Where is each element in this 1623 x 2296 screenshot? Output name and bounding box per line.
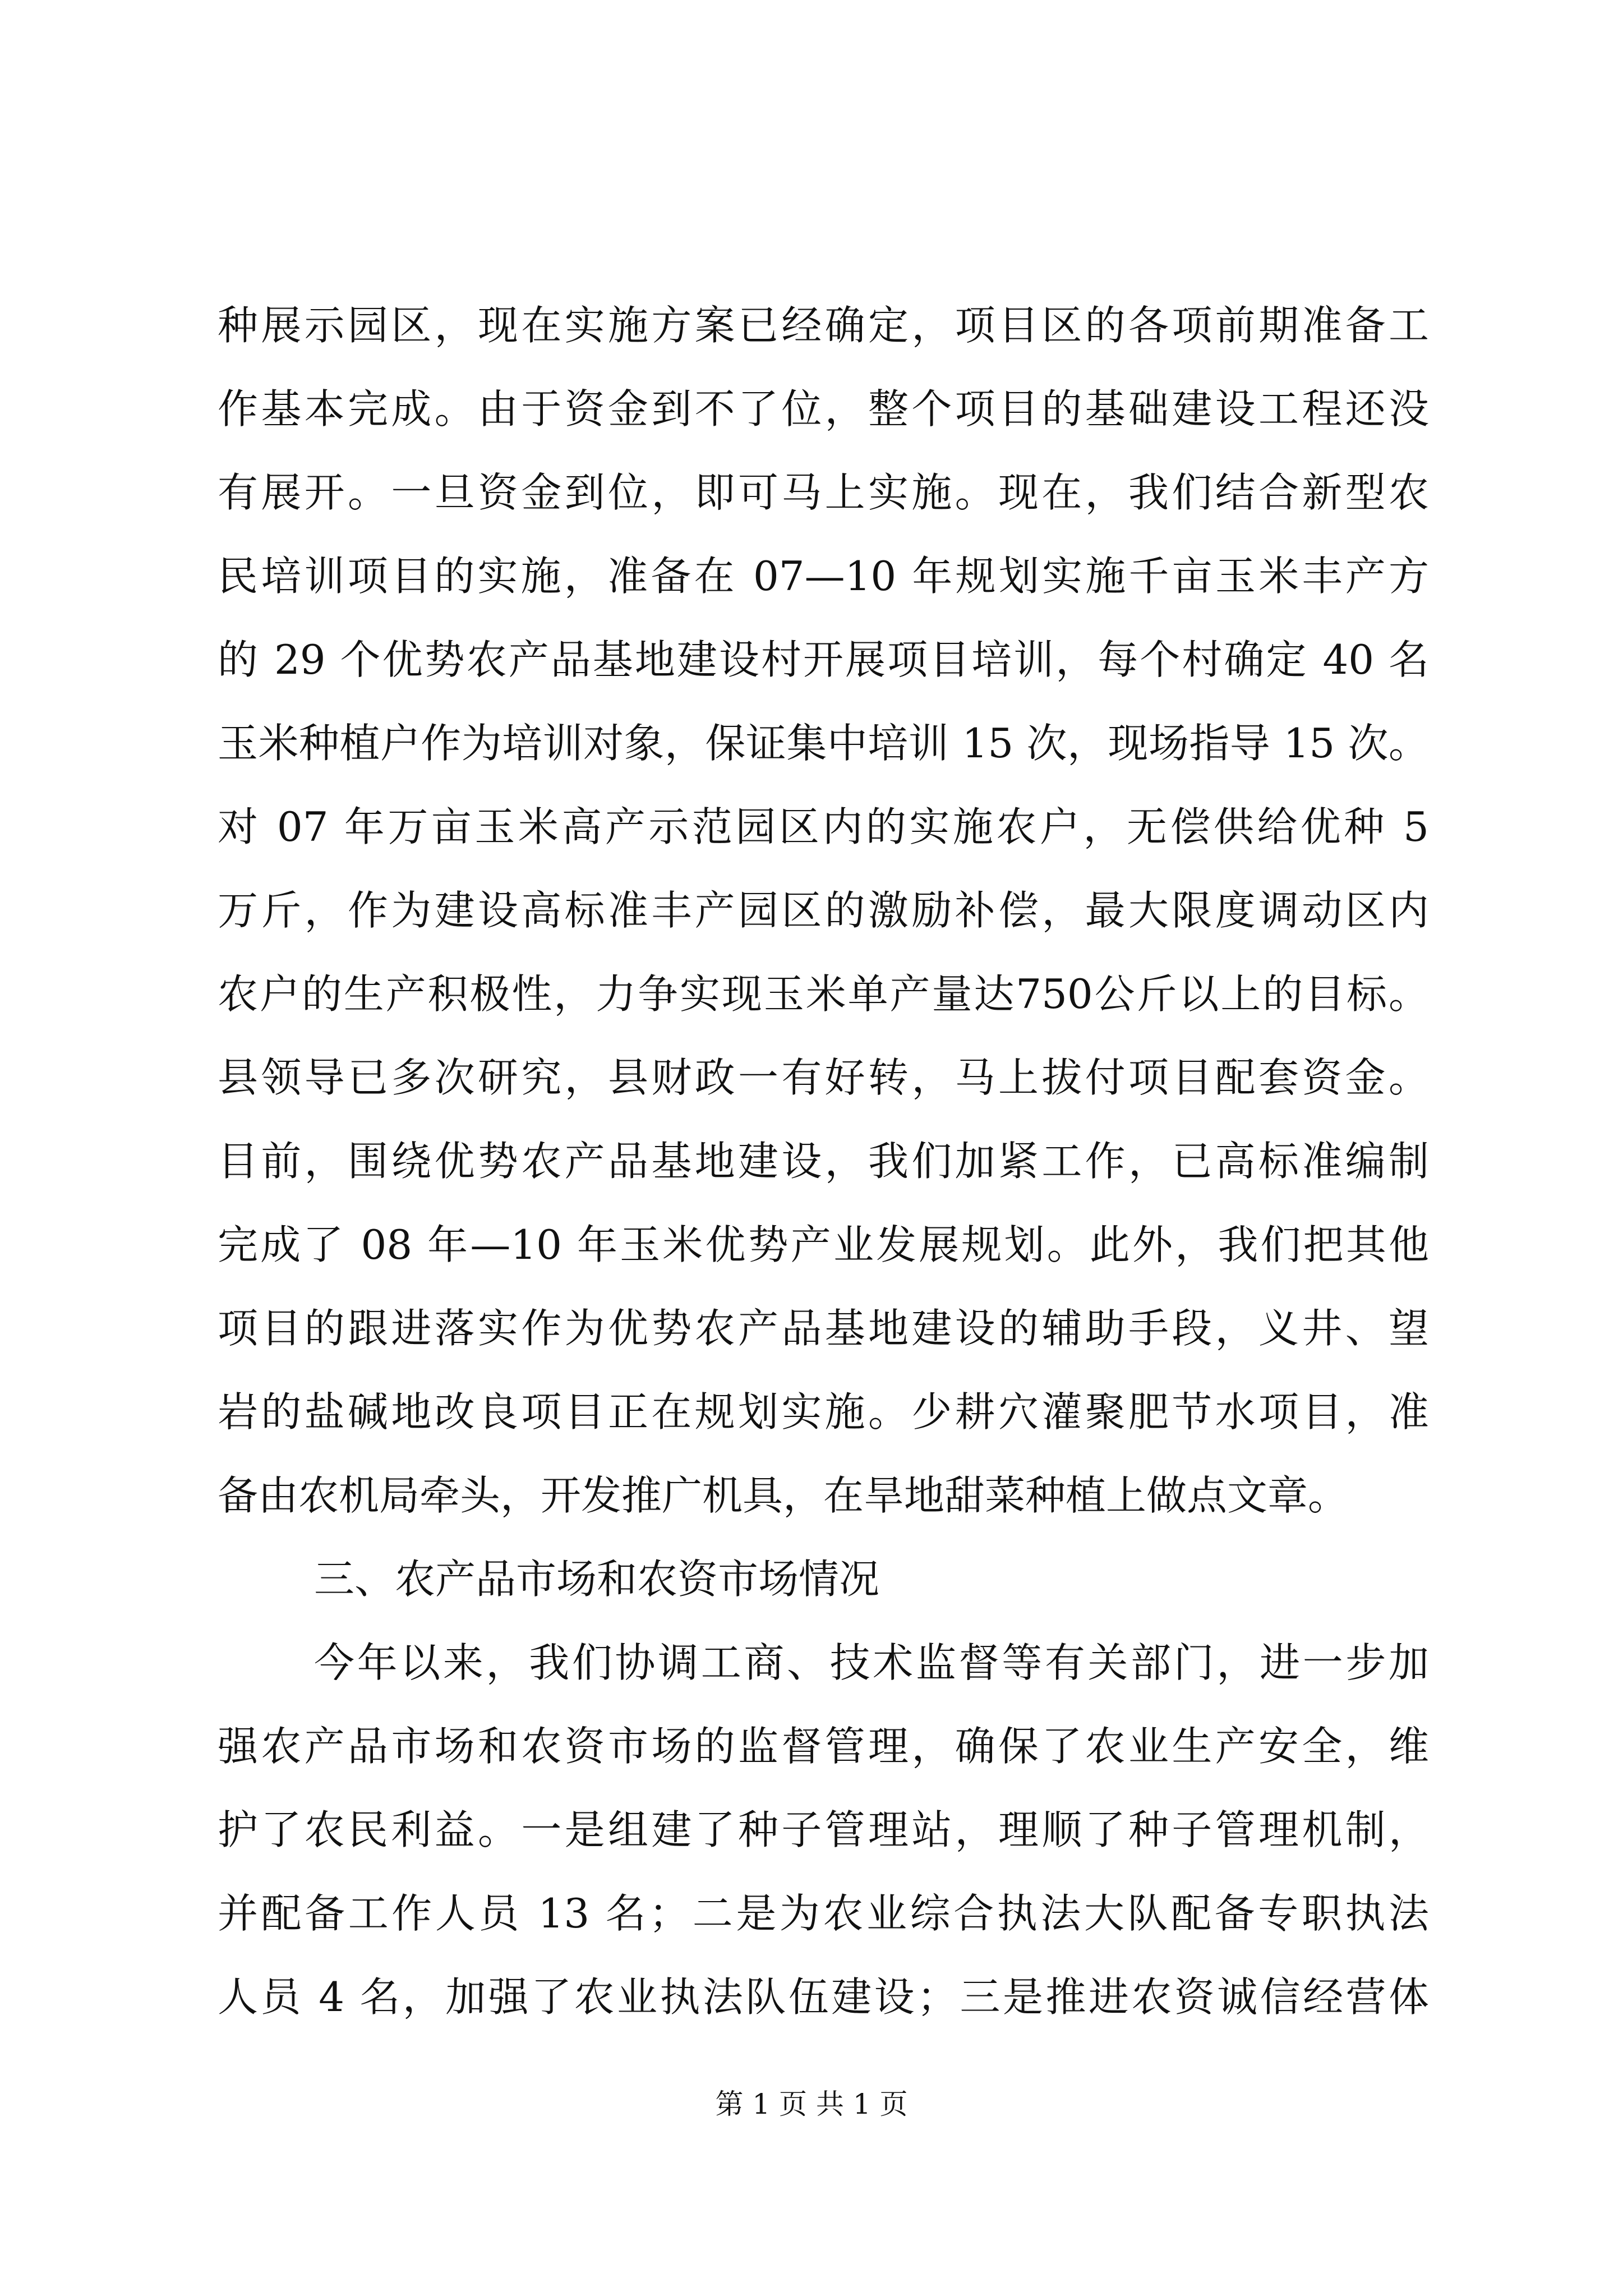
body-text-line: 强农产品市场和农资市场的监督管理，确保了农业生产安全，维 [218, 1723, 1429, 1770]
body-text-line: 种展示园区，现在实施方案已经确定，项目区的各项前期准备工 [218, 302, 1429, 349]
body-text-line: 岩的盐碱地改良项目正在规划实施。少耕穴灌聚肥节水项目，准 [218, 1388, 1429, 1435]
body-text-line: 的 29 个优势农产品基地建设村开展项目培训，每个村确定 40 名 [218, 636, 1429, 683]
body-text-line: 对 07 年万亩玉米高产示范园区内的实施农户，无偿供给优种 5 [218, 803, 1429, 850]
body-text-line: 农户的生产积极性，力争实现玉米单产量达750公斤以上的目标。 [218, 970, 1429, 1018]
body-text-line: 作基本完成。由于资金到不了位，整个项目的基础建设工程还没 [218, 385, 1429, 432]
body-text-line: 目前，围绕优势农产品基地建设，我们加紧工作，已高标准编制 [218, 1138, 1429, 1185]
body-text-line: 并配备工作人员 13 名；二是为农业综合执法大队配备专职执法 [218, 1890, 1429, 1937]
page-footer: 第 1 页 共 1 页 [715, 2088, 908, 2120]
body-text-line: 护了农民利益。一是组建了种子管理站，理顺了种子管理机制， [218, 1806, 1429, 1853]
body-text-line: 完成了 08 年—10 年玉米优势产业发展规划。此外，我们把其他 [218, 1221, 1429, 1268]
body-text-line: 县领导已多次研究，县财政一有好转，马上拔付项目配套资金。 [218, 1054, 1429, 1101]
section-heading: 三、农产品市场和农资市场情况 [314, 1556, 880, 1603]
body-text-line: 备由农机局牵头，开发推广机具，在旱地甜菜种植上做点文章。 [218, 1472, 1349, 1519]
body-text-line: 玉米种植户作为培训对象，保证集中培训 15 次，现场指导 15 次。 [218, 720, 1429, 767]
body-text-line: 今年以来，我们协调工商、技术监督等有关部门，进一步加 [314, 1639, 1429, 1686]
body-text-line: 项目的跟进落实作为优势农产品基地建设的辅助手段，义井、望 [218, 1305, 1429, 1352]
body-text-line: 民培训项目的实施，准备在 07—10 年规划实施千亩玉米丰产方 [218, 553, 1429, 600]
body-text-line: 有展开。一旦资金到位，即可马上实施。现在，我们结合新型农 [218, 469, 1429, 516]
body-text-line: 人员 4 名，加强了农业执法队伍建设；三是推进农资诚信经营体 [218, 1973, 1429, 2021]
body-text-line: 万斤，作为建设高标准丰产园区的激励补偿，最大限度调动区内 [218, 887, 1429, 934]
